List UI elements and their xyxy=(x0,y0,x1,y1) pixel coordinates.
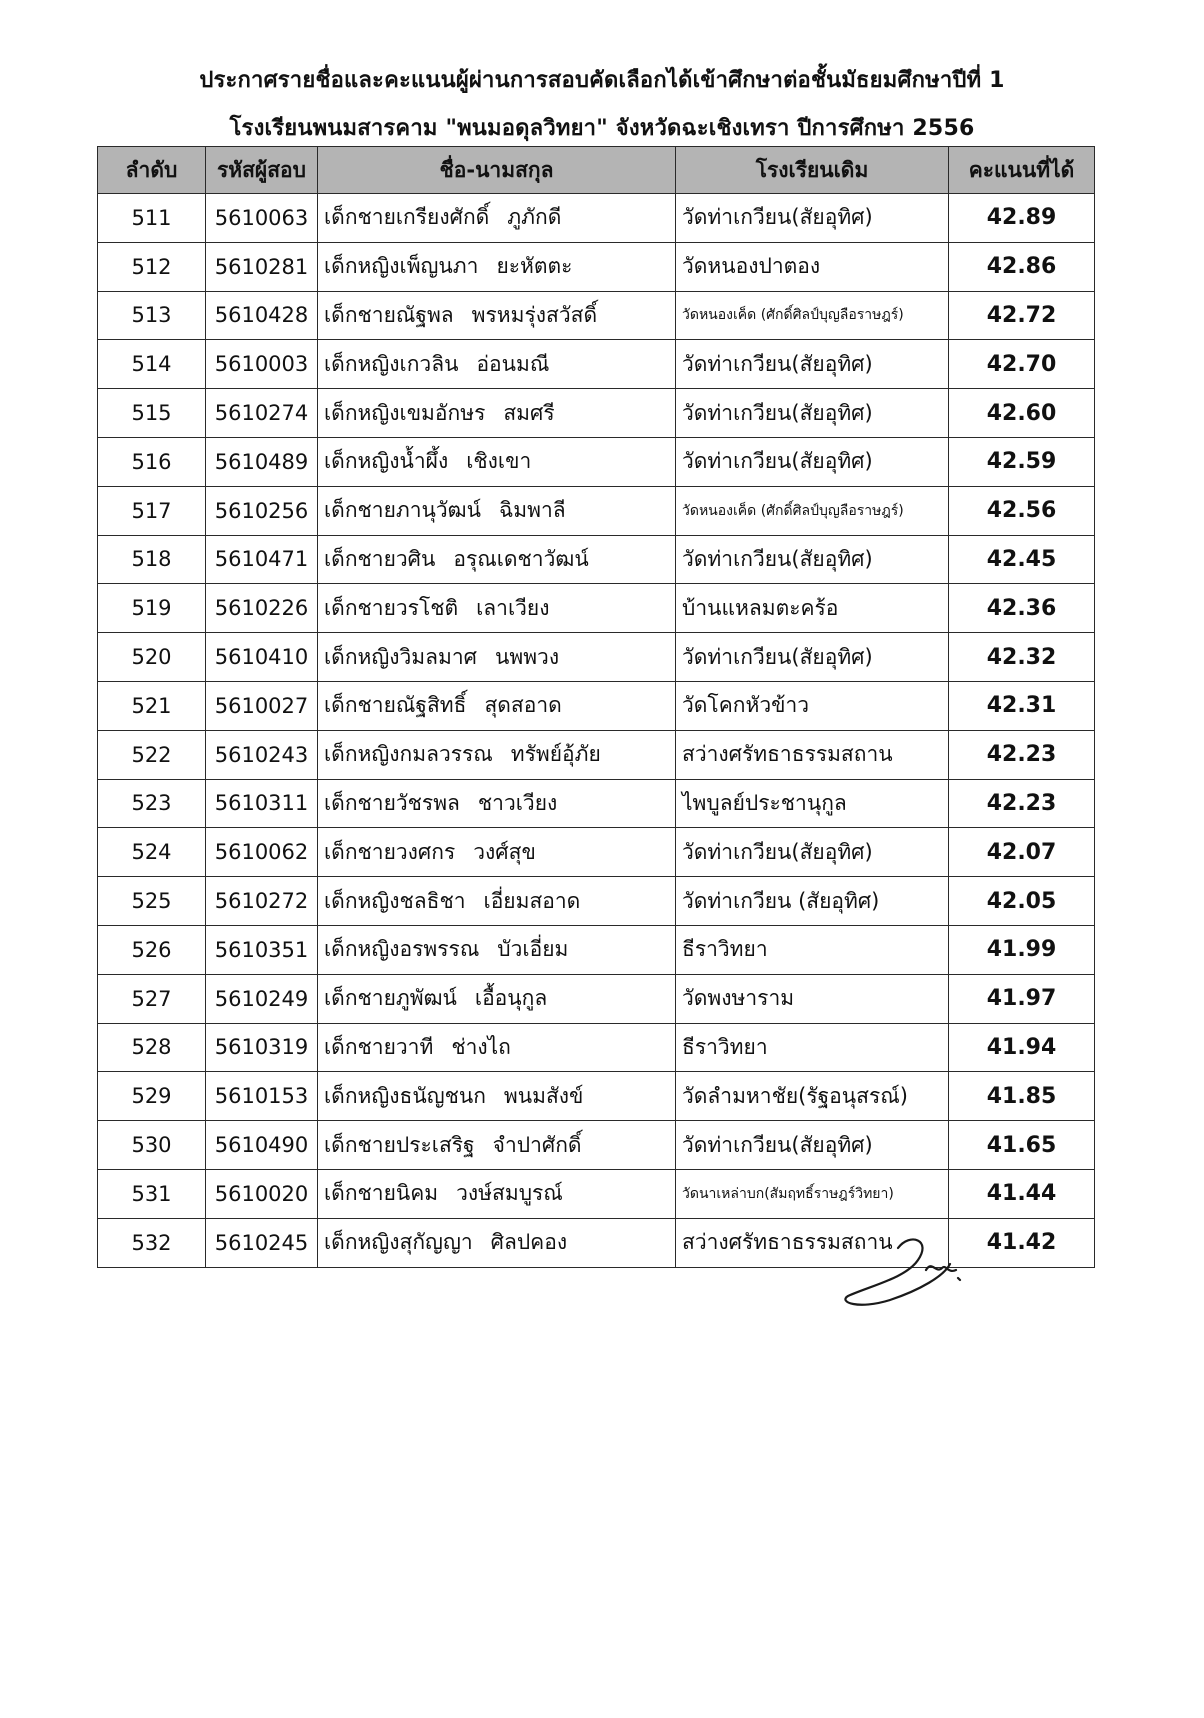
cell-no: 514 xyxy=(98,340,206,389)
cell-score: 41.44 xyxy=(949,1169,1095,1218)
last-name: เลาเวียง xyxy=(476,595,550,620)
cell-school: วัดหนองปาตอง xyxy=(676,242,949,291)
last-name: พรหมรุ่งสวัสดิ์ xyxy=(471,302,598,327)
cell-name xyxy=(318,681,676,730)
table-row xyxy=(98,925,1095,974)
cell-id: 5610027 xyxy=(206,681,318,730)
cell-no: 523 xyxy=(98,779,206,828)
cell-id: 5610272 xyxy=(206,877,318,926)
table-row xyxy=(98,486,1095,535)
last-name: พนมสังข์ xyxy=(503,1083,584,1108)
cell-id: 5610311 xyxy=(206,779,318,828)
col-header-name: ชื่อ-นามสกุล xyxy=(318,147,676,194)
cell-score: 42.59 xyxy=(949,437,1095,486)
cell-score: 42.36 xyxy=(949,584,1095,633)
cell-school: วัดท่าเกวียน(สัยอุทิศ) xyxy=(676,194,949,243)
cell-no: 517 xyxy=(98,486,206,535)
cell-id: 5610245 xyxy=(206,1218,318,1267)
cell-school: วัดท่าเกวียน(สัยอุทิศ) xyxy=(676,535,949,584)
cell-no: 526 xyxy=(98,925,206,974)
cell-no: 520 xyxy=(98,633,206,682)
table-row xyxy=(98,340,1095,389)
cell-id: 5610274 xyxy=(206,389,318,438)
cell-name xyxy=(318,828,676,877)
cell-id: 5610062 xyxy=(206,828,318,877)
first-name: เด็กชายวาที xyxy=(324,1034,434,1059)
cell-no: 519 xyxy=(98,584,206,633)
cell-score: 41.85 xyxy=(949,1072,1095,1121)
first-name: เด็กชายณัฐสิทธิ์ xyxy=(324,693,467,718)
first-name: เด็กชายประเสริฐ xyxy=(324,1132,475,1157)
cell-score: 42.56 xyxy=(949,486,1095,535)
cell-school: วัดท่าเกวียน(สัยอุทิศ) xyxy=(676,389,949,438)
cell-name xyxy=(318,1072,676,1121)
cell-name xyxy=(318,1023,676,1072)
cell-score: 42.31 xyxy=(949,681,1095,730)
cell-score: 42.23 xyxy=(949,779,1095,828)
table-row xyxy=(98,242,1095,291)
cell-no: 512 xyxy=(98,242,206,291)
cell-id: 5610471 xyxy=(206,535,318,584)
cell-no: 515 xyxy=(98,389,206,438)
cell-school: วัดท่าเกวียน (สัยอุทิศ) xyxy=(676,877,949,926)
cell-school: วัดหนองเค็ด (ศักดิ์ศิลป์บุญลือราษฎร์) xyxy=(676,486,949,535)
cell-school: วัดลำมหาชัย(รัฐอนุสรณ์) xyxy=(676,1072,949,1121)
cell-name xyxy=(318,389,676,438)
first-name: เด็กชายณัฐพล xyxy=(324,302,454,327)
first-name: เด็กหญิงชลธิชา xyxy=(324,888,466,913)
last-name: สมศรี xyxy=(503,400,555,425)
cell-name xyxy=(318,340,676,389)
col-header-id: รหัสผู้สอบ xyxy=(206,147,318,194)
cell-id: 5610243 xyxy=(206,730,318,779)
last-name: ช่างไถ xyxy=(451,1034,511,1059)
cell-id: 5610256 xyxy=(206,486,318,535)
cell-score: 42.07 xyxy=(949,828,1095,877)
cell-score: 41.42 xyxy=(949,1218,1095,1267)
first-name: เด็กชายเกรียงศักดิ์ xyxy=(324,205,490,230)
cell-no: 521 xyxy=(98,681,206,730)
cell-school: วัดท่าเกวียน(สัยอุทิศ) xyxy=(676,437,949,486)
cell-school: วัดท่าเกวียน(สัยอุทิศ) xyxy=(676,828,949,877)
first-name: เด็กชายนิคม xyxy=(324,1181,439,1206)
last-name: ชาวเวียง xyxy=(477,790,558,815)
signature xyxy=(840,1230,980,1320)
cell-score: 42.89 xyxy=(949,194,1095,243)
cell-id: 5610351 xyxy=(206,925,318,974)
first-name: เด็กหญิงเขมอักษร xyxy=(324,400,486,425)
cell-school: วัดหนองเค็ด (ศักดิ์ศิลป์บุญลือราษฎร์) xyxy=(676,291,949,340)
table-row xyxy=(98,1121,1095,1170)
col-header-score: คะแนนที่ได้ xyxy=(949,147,1095,194)
table-row xyxy=(98,535,1095,584)
cell-name xyxy=(318,584,676,633)
cell-no: 513 xyxy=(98,291,206,340)
cell-no: 527 xyxy=(98,974,206,1023)
table-row xyxy=(98,437,1095,486)
table-row xyxy=(98,974,1095,1023)
last-name: สุดสอาด xyxy=(484,693,562,718)
last-name: เชิงเขา xyxy=(466,449,532,474)
last-name: จำปาศักดิ์ xyxy=(492,1132,582,1157)
last-name: ศิลปคอง xyxy=(490,1230,568,1255)
last-name: บัวเอี่ยม xyxy=(497,937,569,962)
cell-score: 41.94 xyxy=(949,1023,1095,1072)
cell-id: 5610020 xyxy=(206,1169,318,1218)
cell-name xyxy=(318,291,676,340)
cell-score: 42.05 xyxy=(949,877,1095,926)
cell-no: 532 xyxy=(98,1218,206,1267)
cell-no: 516 xyxy=(98,437,206,486)
first-name: เด็กหญิงสุกัญญา xyxy=(324,1230,473,1255)
page-subtitle: โรงเรียนพนมสารคาม "พนมอดุลวิทยา" จังหวัดฉะเชิงเทรา ปีการศึกษา 2556 xyxy=(229,116,975,141)
first-name: เด็กหญิงกมลวรรณ xyxy=(324,742,493,767)
last-name: อ่อนมณี xyxy=(476,351,550,376)
first-name: เด็กหญิงน้ำผึ้ง xyxy=(324,449,449,474)
table-row xyxy=(98,779,1095,828)
cell-id: 5610410 xyxy=(206,633,318,682)
cell-school: วัดท่าเกวียน(สัยอุทิศ) xyxy=(676,633,949,682)
last-name: นพพวง xyxy=(495,644,560,669)
table-row xyxy=(98,681,1095,730)
col-header-no: ลำดับ xyxy=(98,147,206,194)
page-title: ประกาศรายชื่อและคะแนนผู้ผ่านการสอบคัดเลือกได้เข้าศึกษาต่อชั้นมัธยมศึกษาปีที่ 1 xyxy=(199,68,1005,93)
cell-name xyxy=(318,535,676,584)
cell-school: บ้านแหลมตะคร้อ xyxy=(676,584,949,633)
cell-name xyxy=(318,1218,676,1267)
cell-id: 5610428 xyxy=(206,291,318,340)
table-row xyxy=(98,194,1095,243)
first-name: เด็กชายภูพัฒน์ xyxy=(324,986,457,1011)
cell-score: 42.70 xyxy=(949,340,1095,389)
cell-school: สว่างศรัทธาธรรมสถาน xyxy=(676,730,949,779)
last-name: ภูภักดี xyxy=(507,205,562,230)
cell-no: 529 xyxy=(98,1072,206,1121)
last-name: วงศ์สุข xyxy=(473,839,536,864)
last-name: เอี่ยมสอาด xyxy=(483,888,581,913)
cell-school: ธีราวิทยา xyxy=(676,1023,949,1072)
cell-id: 5610249 xyxy=(206,974,318,1023)
cell-no: 530 xyxy=(98,1121,206,1170)
cell-school: วัดพงษาราม xyxy=(676,974,949,1023)
cell-score: 41.65 xyxy=(949,1121,1095,1170)
cell-id: 5610003 xyxy=(206,340,318,389)
table-row xyxy=(98,633,1095,682)
cell-name xyxy=(318,633,676,682)
cell-no: 511 xyxy=(98,194,206,243)
last-name: ทรัพย์อุ้ภัย xyxy=(510,742,601,767)
table-row xyxy=(98,1072,1095,1121)
first-name: เด็กชายภานุวัฒน์ xyxy=(324,498,481,523)
last-name: เอื้อนุกูล xyxy=(474,986,548,1011)
first-name: เด็กชายวศิน xyxy=(324,546,436,571)
cell-id: 5610490 xyxy=(206,1121,318,1170)
table-row xyxy=(98,389,1095,438)
cell-name xyxy=(318,974,676,1023)
first-name: เด็กหญิงเกวลิน xyxy=(324,351,459,376)
cell-id: 5610226 xyxy=(206,584,318,633)
cell-no: 524 xyxy=(98,828,206,877)
cell-id: 5610319 xyxy=(206,1023,318,1072)
cell-score: 42.86 xyxy=(949,242,1095,291)
cell-school: สว่างศรัทธาธรรมสถาน xyxy=(676,1218,949,1267)
first-name: เด็กหญิงธนัญชนก xyxy=(324,1083,486,1108)
cell-no: 522 xyxy=(98,730,206,779)
cell-score: 42.23 xyxy=(949,730,1095,779)
last-name: อรุณเดชาวัฒน์ xyxy=(453,546,589,571)
first-name: เด็กหญิงอรพรรณ xyxy=(324,937,480,962)
cell-name xyxy=(318,925,676,974)
last-name: ฉิมพาลี xyxy=(499,498,566,523)
table-row xyxy=(98,1023,1095,1072)
cell-id: 5610063 xyxy=(206,194,318,243)
table-row xyxy=(98,1169,1095,1218)
cell-name xyxy=(318,877,676,926)
cell-score: 42.60 xyxy=(949,389,1095,438)
cell-score: 42.32 xyxy=(949,633,1095,682)
cell-id: 5610489 xyxy=(206,437,318,486)
cell-name xyxy=(318,242,676,291)
cell-name xyxy=(318,730,676,779)
cell-id: 5610153 xyxy=(206,1072,318,1121)
first-name: เด็กหญิงวิมลมาศ xyxy=(324,644,477,669)
cell-no: 518 xyxy=(98,535,206,584)
cell-no: 531 xyxy=(98,1169,206,1218)
table-row xyxy=(98,730,1095,779)
cell-name xyxy=(318,486,676,535)
cell-name xyxy=(318,1169,676,1218)
cell-name xyxy=(318,437,676,486)
cell-name xyxy=(318,1121,676,1170)
table-header-row xyxy=(98,147,1095,194)
cell-school: วัดท่าเกวียน(สัยอุทิศ) xyxy=(676,340,949,389)
cell-score: 42.72 xyxy=(949,291,1095,340)
col-header-school: โรงเรียนเดิม xyxy=(676,147,949,194)
cell-no: 525 xyxy=(98,877,206,926)
cell-name xyxy=(318,194,676,243)
cell-score: 41.97 xyxy=(949,974,1095,1023)
last-name: วงษ์สมบูรณ์ xyxy=(456,1181,563,1206)
cell-score: 41.99 xyxy=(949,925,1095,974)
cell-id: 5610281 xyxy=(206,242,318,291)
table-row xyxy=(98,828,1095,877)
cell-score: 42.45 xyxy=(949,535,1095,584)
table-row xyxy=(98,877,1095,926)
cell-school: วัดนาเหล่าบก(สัมฤทธิ์ราษฎร์วิทยา) xyxy=(676,1169,949,1218)
cell-no: 528 xyxy=(98,1023,206,1072)
last-name: ยะหัตตะ xyxy=(496,254,573,279)
cell-school: วัดท่าเกวียน(สัยอุทิศ) xyxy=(676,1121,949,1170)
cell-name xyxy=(318,779,676,828)
table-row xyxy=(98,291,1095,340)
cell-school: ไพบูลย์ประชานุกูล xyxy=(676,779,949,828)
cell-school: วัดโคกหัวข้าว xyxy=(676,681,949,730)
table-row xyxy=(98,584,1095,633)
results-table xyxy=(97,146,1095,1268)
cell-school: ธีราวิทยา xyxy=(676,925,949,974)
first-name: เด็กชายวัชรพล xyxy=(324,790,460,815)
first-name: เด็กหญิงเพ็ญนภา xyxy=(324,254,479,279)
first-name: เด็กชายวงศกร xyxy=(324,839,456,864)
first-name: เด็กชายวรโชติ xyxy=(324,595,459,620)
